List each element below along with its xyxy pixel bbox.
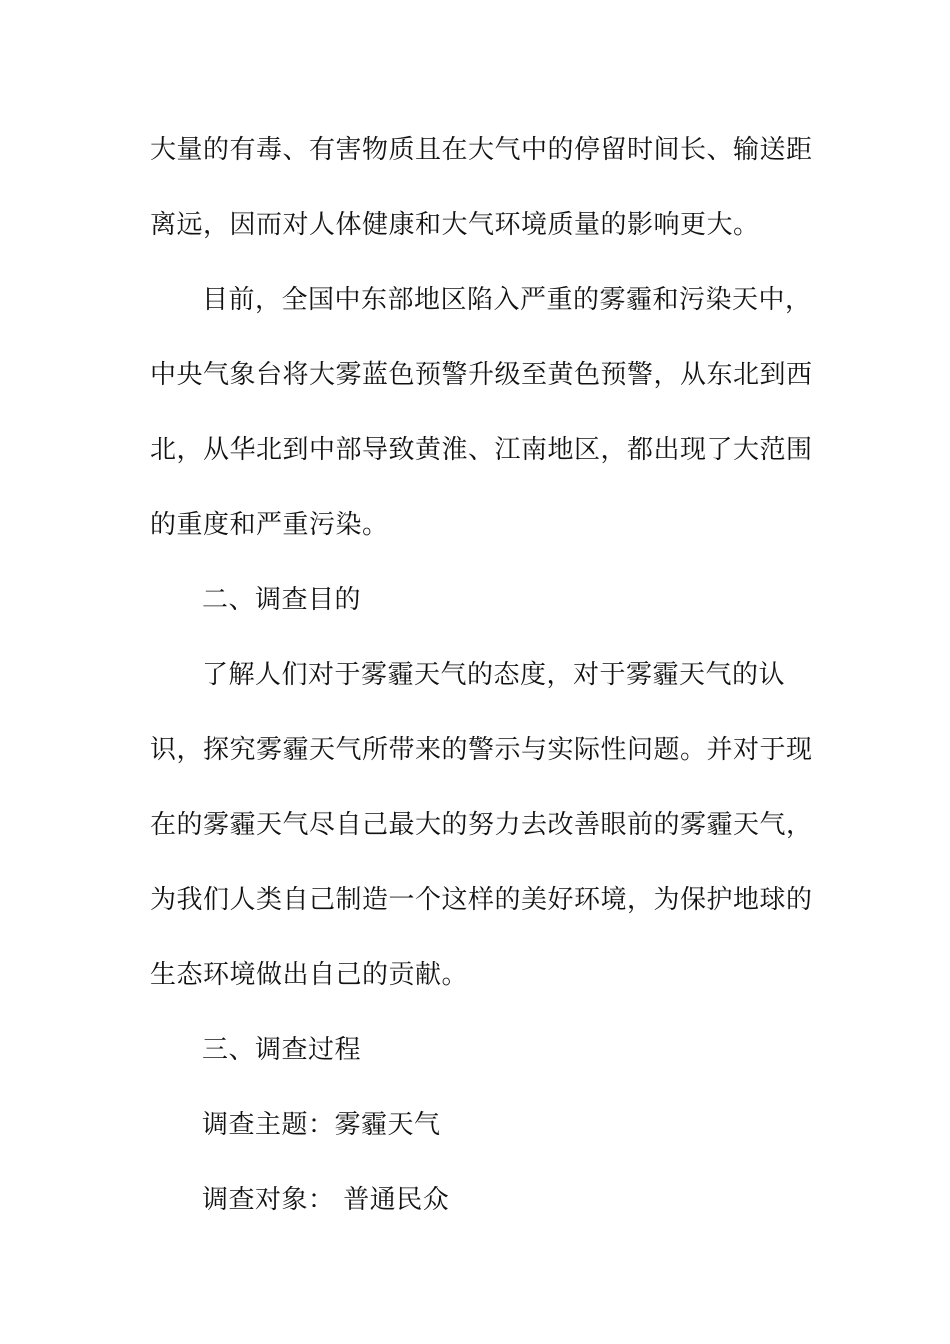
paragraph-line: 在的雾霾天气尽自己最大的努力去改善眼前的雾霾天气， (150, 810, 813, 840)
paragraph-line: 中央气象台将大雾蓝色预警升级至黄色预警，从东北到西 (150, 360, 813, 390)
paragraph-line: 生态环境做出自己的贡献。 (150, 960, 469, 990)
paragraph-line: 了解人们对于雾霾天气的态度，对于雾霾天气的认 (202, 660, 786, 690)
section-heading: 二、调查目的 (202, 585, 362, 615)
paragraph-line: 目前，全国中东部地区陷入严重的雾霾和污染天中， (202, 285, 812, 315)
paragraph-line: 离远，因而对人体健康和大气环境质量的影响更大。 (150, 210, 760, 240)
paragraph-line: 为我们人类自己制造一个这样的美好环境，为保护地球的 (150, 885, 813, 915)
paragraph-line: 北，从华北到中部导致黄淮、江南地区，都出现了大范围 (150, 435, 813, 465)
section-heading: 三、调查过程 (202, 1035, 362, 1065)
paragraph-line: 识，探究雾霾天气所带来的警示与实际性问题。并对于现 (150, 735, 813, 765)
survey-topic: 调查主题：雾霾天气 (202, 1110, 441, 1140)
paragraph-line: 的重度和严重污染。 (150, 510, 389, 540)
paragraph-line: 大量的有毒、有害物质且在大气中的停留时间长、输送距 (150, 135, 813, 165)
survey-subjects: 调查对象： 普通民众 (202, 1185, 450, 1215)
